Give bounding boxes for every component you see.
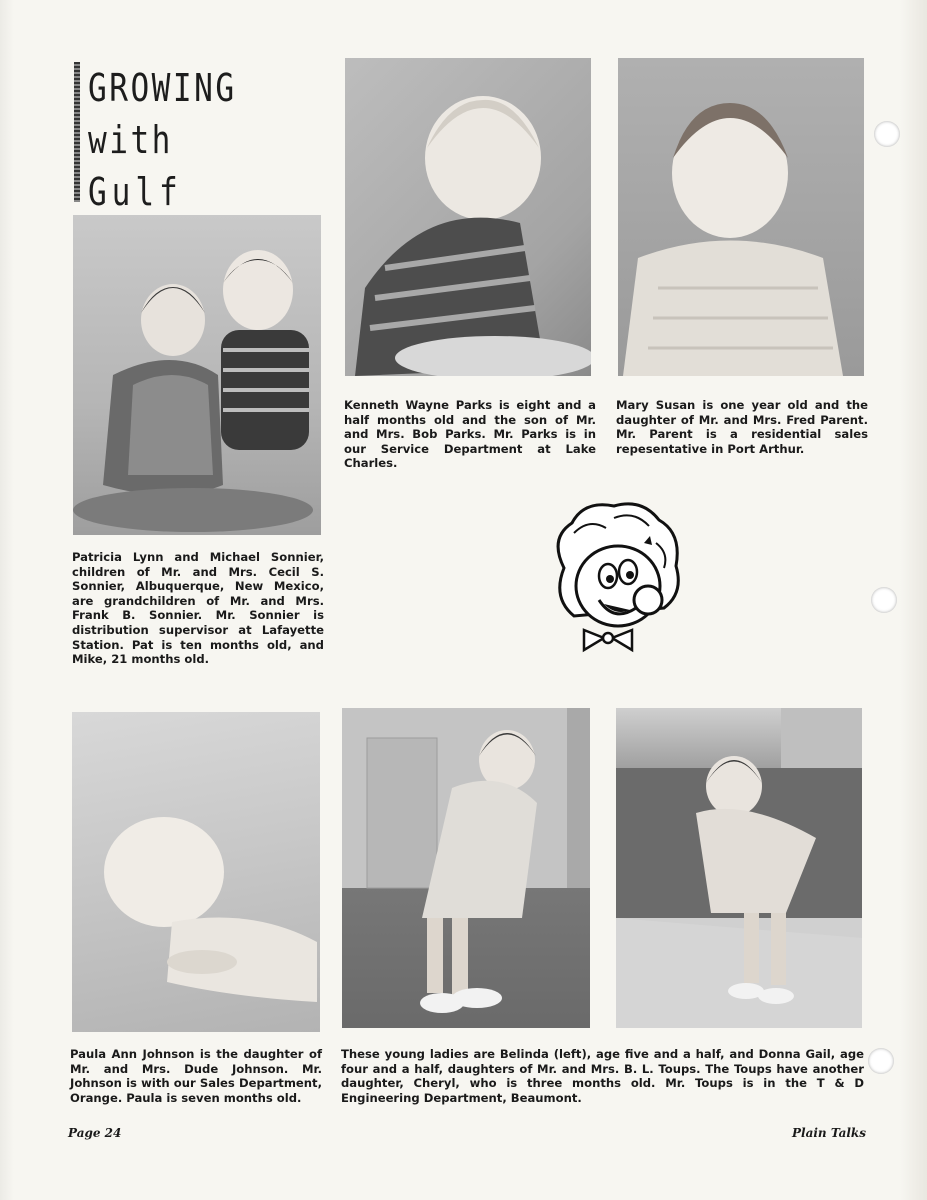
caption-parent: Mary Susan is one year old and the daughter of Mr. and Mrs. Fred Parent. Mr. Parent is a residential sales repesentative in Port Arthur. bbox=[616, 398, 868, 456]
publication-name: Plain Talks bbox=[792, 1126, 867, 1140]
caption-johnson: Paula Ann Johnson is the daughter of Mr. and Mrs. Dude Johnson. Mr. Johnson is with our Sales Department, Orange. Paula is seven months old. bbox=[70, 1047, 322, 1105]
photo-donna-gail-toups bbox=[616, 708, 862, 1028]
photo-kenneth-parks bbox=[345, 58, 591, 376]
title-line-1: GROWING with bbox=[88, 66, 237, 162]
caption-toups: These young ladies are Belinda (left), age five and a half, and Donna Gail, age four and a half, daughters of Mr. and Mrs. B. L. Toups. The Toups have another daughter, Cheryl, who is three months old. Mr. Toups is in the T & D Engineering Department, Beaumont. bbox=[341, 1047, 864, 1105]
binder-hole-middle bbox=[871, 587, 897, 613]
page-number: Page 24 bbox=[68, 1126, 122, 1140]
photo-sonnier-children bbox=[73, 215, 321, 535]
photo-paula-johnson bbox=[72, 712, 320, 1032]
photo-belinda-toups bbox=[342, 708, 590, 1028]
binder-hole-top bbox=[874, 121, 900, 147]
caption-parks: Kenneth Wayne Parks is eight and a half months old and the son of Mr. and Mrs. Bob Parks. Mr. Parks is in our Service Department at Lake Charles. bbox=[344, 398, 596, 471]
binder-hole-bottom bbox=[868, 1048, 894, 1074]
mascot-cartoon-illustration bbox=[544, 498, 684, 660]
title-line-2: Gulf bbox=[88, 170, 183, 214]
photo-mary-susan-parent bbox=[618, 58, 864, 376]
title-rule bbox=[74, 62, 80, 202]
caption-sonnier: Patricia Lynn and Michael Sonnier, children of Mr. and Mrs. Cecil S. Sonnier, Albuquerque, New Mexico, are grandchildren of Mr. and Mrs. Frank B. Sonnier. Mr. Sonnier is distribution supervisor at Lafayette Station. Pat is ten months old, and Mike, 21 months old. bbox=[72, 550, 324, 667]
